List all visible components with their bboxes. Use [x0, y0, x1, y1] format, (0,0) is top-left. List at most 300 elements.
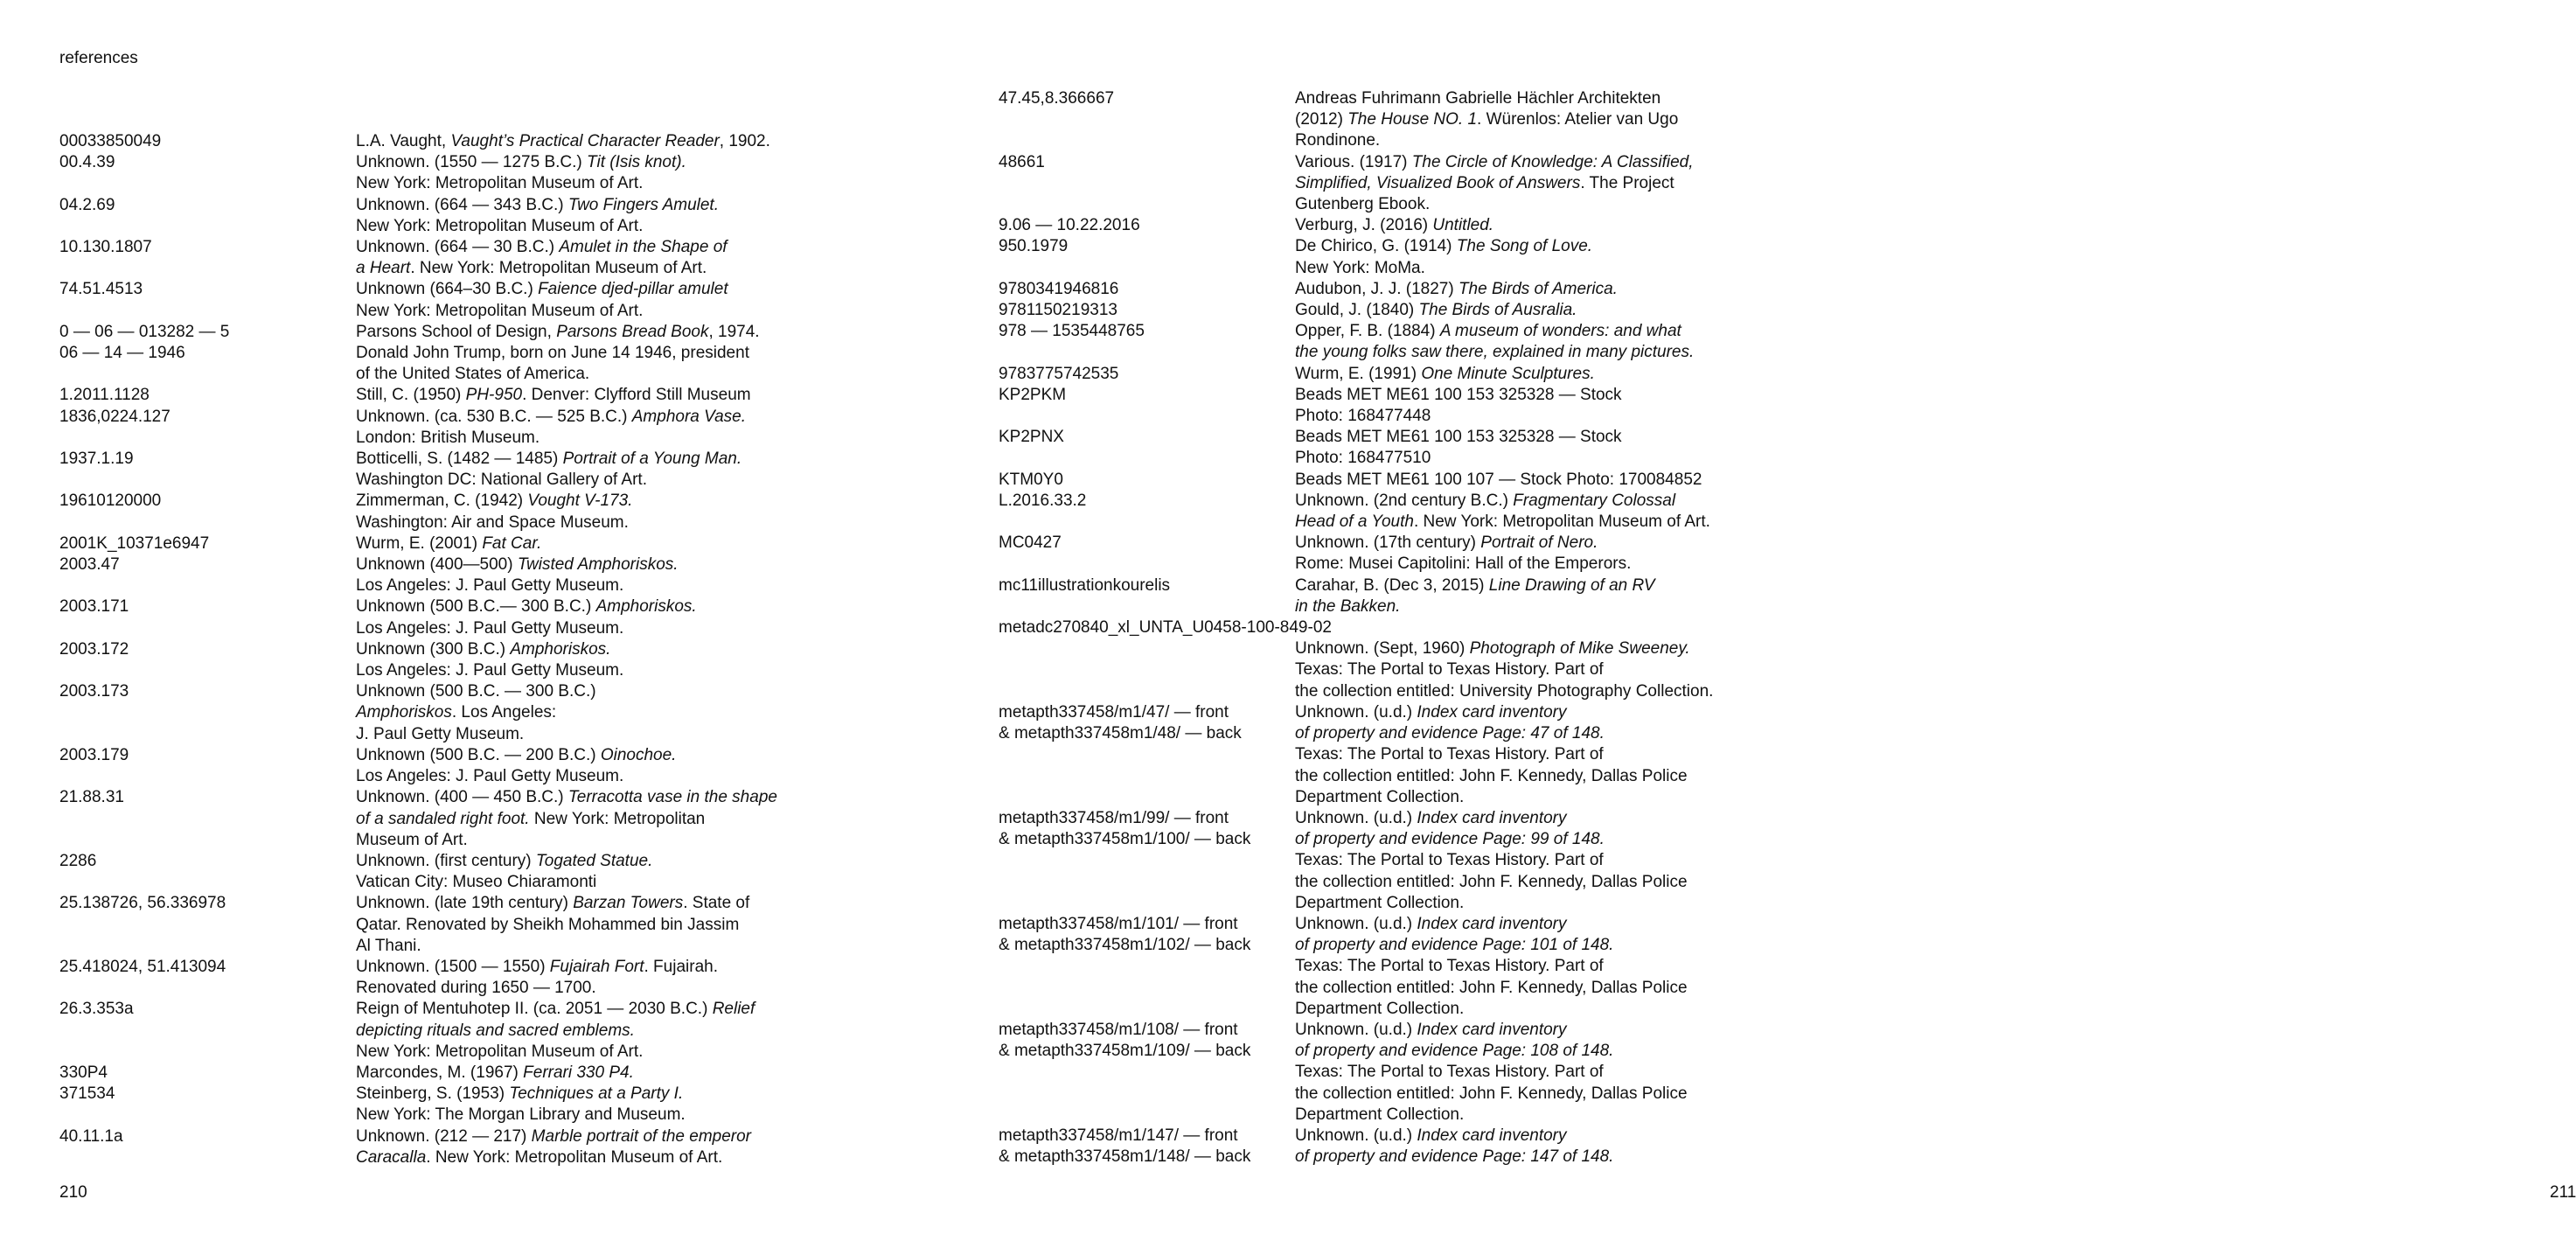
reference-key [999, 279, 1295, 300]
reference-key-line: 1836,0224.127 [59, 407, 171, 426]
reference-key-line: metapth337458/m1/108/ — front [999, 1020, 1238, 1039]
reference-entry [999, 236, 1742, 278]
citation-line: Wurm, E. (1991) One Minute Sculptures. [1295, 364, 1595, 383]
left-reference-list [59, 131, 864, 1168]
citation-line: Al Thani. [356, 936, 421, 955]
citation-title: Tit (Isis knot). [587, 153, 686, 172]
reference-entry [999, 88, 1742, 152]
citation-title: depicting rituals and sacred emblems. [356, 1021, 635, 1040]
citation-line: the collection entitled: John F. Kennedy, Dallas Police [1295, 872, 1688, 891]
citation-line: New York: Metropolitan Museum of Art. [356, 1042, 644, 1061]
citation-title: a Heart [356, 259, 411, 278]
citation-title: Amphoriskos. [595, 597, 697, 617]
citation-title: Fujairah Fort [549, 957, 644, 976]
reference-entry [999, 300, 1742, 321]
reference-key-line: 74.51.4513 [59, 280, 143, 299]
reference-citation [1295, 491, 1742, 533]
reference-citation [1295, 533, 1742, 575]
reference-citation [356, 681, 864, 745]
reference-entry [59, 407, 864, 449]
reference-key [59, 639, 356, 681]
reference-entry [999, 364, 1742, 385]
citation-line: Washington DC: National Gallery of Art. [356, 471, 647, 490]
right-reference-list [999, 88, 1742, 1168]
citation-line: Reign of Mentuhotep II. (ca. 2051 — 2030 B.C.) Relief [356, 1000, 755, 1019]
citation-line: Botticelli, S. (1482 — 1485) Portrait of a Young Man. [356, 450, 742, 469]
reference-key-line: 9.06 — 10.22.2016 [999, 216, 1140, 235]
reference-entry [59, 596, 864, 638]
reference-key-line: & metapth337458m1/102/ — back [999, 936, 1251, 955]
citation-title: Simplified, Visualized Book of Answers [1295, 173, 1581, 192]
reference-key [999, 215, 1295, 236]
citation-line: Rome: Musei Capitolini: Hall of the Emperors. [1295, 554, 1632, 574]
reference-key-line: 0 — 06 — 013282 — 5 [59, 322, 230, 341]
reference-entry [999, 808, 1742, 914]
reference-citation [356, 131, 864, 152]
citation-line: of a sandaled right foot. New York: Metropolitan [356, 809, 706, 828]
reference-citation [356, 1126, 864, 1168]
reference-key-line: 19610120000 [59, 492, 162, 511]
reference-citation [356, 957, 864, 999]
citation-title: Oinochoe. [600, 745, 677, 764]
citation-line: Unknown (664–30 B.C.) Faience djed-pillar amulet [356, 280, 728, 299]
citation-line: L.A. Vaught, Vaught’s Practical Character Reader, 1902. [356, 132, 770, 150]
citation-title: Amphoriskos. [510, 639, 611, 659]
citation-title: The Birds of America. [1458, 279, 1618, 298]
reference-key [59, 681, 356, 745]
citation-title: Line Drawing of an RV [1488, 575, 1655, 595]
reference-key [59, 343, 356, 385]
reference-citation [1295, 1126, 1742, 1168]
reference-key [999, 364, 1295, 385]
citation-line: Opper, F. B. (1884) A museum of wonders: and what [1295, 322, 1681, 341]
citation-title: Fat Car. [482, 533, 542, 553]
citation-line: Unknown. (2nd century B.C.) Fragmentary Colossal [1295, 491, 1676, 510]
reference-key [999, 491, 1295, 533]
citation-line: Renovated during 1650 — 1700. [356, 979, 596, 998]
reference-key [999, 1126, 1295, 1168]
reference-entry [59, 681, 864, 745]
reference-citation [356, 745, 864, 787]
citation-line: the collection entitled: John F. Kennedy, Dallas Police [1295, 766, 1688, 785]
citation-line: Unknown. (1550 — 1275 B.C.) Tit (Isis knot). [356, 153, 686, 172]
citation-title: Caracalla [356, 1147, 427, 1167]
reference-key [59, 893, 356, 957]
citation-title: of a sandaled right foot. [356, 809, 530, 828]
reference-key-line: 2003.179 [59, 745, 129, 764]
reference-key-line: MC0427 [999, 533, 1062, 553]
citation-line: Texas: The Portal to Texas History. Part of [1295, 1063, 1604, 1082]
reference-key-line: 371534 [59, 1084, 115, 1104]
citation-title: Marble portrait of the emperor [531, 1126, 752, 1146]
citation-line: Vatican City: Museo Chiaramonti [356, 873, 597, 892]
reference-key [999, 152, 1295, 216]
reference-entry [59, 131, 864, 152]
citation-line: Various. (1917) The Circle of Knowledge: A Classified, [1295, 152, 1694, 171]
citation-line: Unknown. (400 — 450 B.C.) Terracotta vase in the shape [356, 788, 777, 807]
citation-line [1295, 935, 1742, 956]
citation-title: Index card inventory [1417, 1020, 1567, 1039]
reference-citation [356, 1084, 864, 1126]
reference-key-line: 1937.1.19 [59, 450, 134, 469]
reference-key [59, 745, 356, 787]
reference-entry [59, 322, 864, 343]
citation-title: One Minute Sculptures. [1421, 364, 1595, 383]
reference-key [999, 385, 1295, 427]
reference-key [59, 407, 356, 449]
reference-key-line: 2003.172 [59, 639, 129, 659]
reference-key [999, 236, 1295, 278]
citation-line: London: British Museum. [356, 428, 540, 447]
citation-title: Terracotta vase in the shape [567, 788, 777, 807]
citation-title: Fragmentary Colossal [1513, 491, 1676, 510]
reference-key [59, 449, 356, 491]
reference-key-line: 06 — 14 — 1946 [59, 344, 185, 363]
citation-line: Beads MET ME61 100 153 325328 — Stock [1295, 385, 1622, 404]
reference-key-line: 40.11.1a [59, 1126, 123, 1146]
reference-citation [1295, 279, 1742, 300]
reference-key [59, 851, 356, 893]
reference-citation [356, 237, 864, 279]
reference-citation [356, 639, 864, 681]
citation-title: of property and evidence Page: 47 of 148. [1295, 724, 1605, 743]
citation-line: Beads MET ME61 100 107 — Stock Photo: 170084852 [1295, 470, 1702, 489]
citation-line: Unknown. (first century) Togated Statue. [356, 851, 653, 870]
reference-entry [59, 491, 864, 533]
reference-key-line: 2003.173 [59, 682, 129, 701]
citation-line [1295, 1147, 1742, 1168]
reference-citation [1295, 1020, 1742, 1126]
reference-key-line: KTM0Y0 [999, 470, 1063, 489]
citation-line: Unknown. (ca. 530 B.C. — 525 B.C.) Amphora Vase. [356, 407, 747, 426]
reference-key [999, 88, 1295, 152]
reference-key-line: 21.88.31 [59, 788, 124, 807]
citation-line: Verburg, J. (2016) Untitled. [1295, 216, 1494, 235]
reference-key-line: & metapth337458m1/100/ — back [999, 830, 1251, 849]
citation-title: Parsons Bread Book [556, 322, 709, 341]
reference-key-line: 950.1979 [999, 237, 1069, 256]
reference-entry [59, 449, 864, 491]
reference-citation [1295, 575, 1742, 617]
citation-line: Andreas Fuhrimann Gabrielle Hächler Architekten [1295, 89, 1661, 108]
citation-title: Twisted Amphoriskos. [517, 555, 679, 575]
citation-title: Untitled. [1432, 216, 1494, 235]
reference-citation [356, 533, 864, 554]
reference-citation [356, 152, 864, 194]
reference-key-line: KP2PKM [999, 385, 1067, 404]
reference-entry [999, 427, 1742, 469]
reference-key [59, 195, 356, 237]
reference-key [59, 279, 356, 321]
reference-citation [356, 787, 864, 851]
reference-key-line: 2003.47 [59, 555, 120, 575]
page-number-right: 211 [2550, 1183, 2576, 1202]
citation-line: Unknown (300 B.C.) Amphoriskos. [356, 639, 611, 659]
reference-citation [356, 322, 864, 343]
citation-line: Photo: 168477510 [1295, 449, 1431, 468]
reference-entry [59, 385, 864, 406]
reference-key [999, 321, 1295, 363]
reference-key [59, 1126, 356, 1168]
citation-title: Vaught’s Practical Character Reader [450, 132, 720, 150]
citation-line: Los Angeles: J. Paul Getty Museum. [356, 661, 624, 680]
citation-line: New York: Metropolitan Museum of Art. [356, 174, 644, 193]
reference-entry [999, 702, 1742, 808]
reference-entry [999, 321, 1742, 363]
citation-line: Gould, J. (1840) The Birds of Ausralia. [1295, 301, 1577, 320]
citation-line: Unknown (500 B.C.— 300 B.C.) Amphoriskos. [356, 597, 697, 617]
reference-entry [999, 575, 1742, 617]
reference-key [59, 152, 356, 194]
citation-line: Department Collection. [1295, 893, 1465, 912]
reference-citation [356, 279, 864, 321]
citation-title: Amulet in the Shape of [559, 238, 728, 257]
citation-title: Relief [712, 1000, 755, 1019]
citation-title: in the Bakken. [1295, 596, 1401, 616]
reference-entry [999, 491, 1742, 533]
reference-citation [356, 385, 864, 406]
citation-title: Barzan Towers [573, 894, 684, 913]
citation-line: Unknown. (17th century) Portrait of Nero. [1295, 533, 1598, 553]
citation-line: Donald John Trump, born on June 14 1946, president [356, 344, 749, 363]
reference-key [59, 322, 356, 343]
reference-key-line: L.2016.33.2 [999, 491, 1087, 510]
citation-line: Unknown. (u.d.) Index card inventory [1295, 808, 1567, 827]
citation-line [1295, 723, 1742, 744]
reference-citation [356, 851, 864, 893]
citation-line: Unknown (500 B.C. — 300 B.C.) [356, 682, 596, 701]
citation-line: Caracalla. New York: Metropolitan Museum of Art. [356, 1147, 723, 1167]
citation-line: Department Collection. [1295, 999, 1465, 1018]
reference-key [59, 596, 356, 638]
reference-citation [1295, 808, 1742, 914]
citation-line: New York: Metropolitan Museum of Art. [356, 301, 644, 320]
citation-title: PH-950 [465, 386, 523, 405]
citation-line: Zimmerman, C. (1942) Vought V-173. [356, 492, 633, 511]
reference-key-line: 2286 [59, 851, 97, 870]
reference-citation [356, 343, 864, 385]
reference-entry [59, 554, 864, 596]
citation-line: (2012) The House NO. 1. Würenlos: Atelier van Ugo [1295, 110, 1679, 129]
reference-entry [59, 957, 864, 999]
reference-entry [999, 533, 1742, 575]
citation-line: Rondinone. [1295, 131, 1381, 150]
citation-line [1295, 829, 1742, 850]
citation-line: Department Collection. [1295, 1105, 1465, 1124]
citation-title: Portrait of Nero. [1480, 533, 1598, 553]
reference-entry [999, 152, 1742, 216]
reference-key [59, 491, 356, 533]
citation-line: of the United States of America. [356, 365, 590, 384]
citation-line: Museum of Art. [356, 830, 468, 849]
reference-key [999, 533, 1295, 575]
reference-citation [1295, 321, 1742, 363]
citation-line: Still, C. (1950) PH-950. Denver: Clyfford Still Museum [356, 386, 751, 405]
reference-key-line: & metapth337458m1/109/ — back [999, 1042, 1251, 1061]
reference-key [999, 575, 1295, 617]
reference-key-line: 2001K_10371e6947 [59, 533, 210, 553]
citation-line: New York: Metropolitan Museum of Art. [356, 216, 644, 235]
reference-key-line: 9780341946816 [999, 279, 1119, 298]
reference-key [999, 427, 1295, 469]
citation-line: Unknown. (u.d.) Index card inventory [1295, 702, 1567, 722]
citation-line: De Chirico, G. (1914) The Song of Love. [1295, 237, 1593, 256]
reference-citation [356, 596, 864, 638]
reference-key-line: 00.4.39 [59, 153, 115, 172]
citation-line: Unknown. (u.d.) Index card inventory [1295, 1020, 1567, 1039]
citation-line: New York: The Morgan Library and Museum. [356, 1105, 686, 1125]
reference-entry [999, 1126, 1742, 1168]
reference-key [59, 554, 356, 596]
citation-line: Texas: The Portal to Texas History. Part of [1295, 660, 1604, 680]
citation-title: Index card inventory [1417, 1126, 1567, 1145]
reference-key [59, 957, 356, 999]
citation-line: Parsons School of Design, Parsons Bread Book, 1974. [356, 322, 760, 341]
reference-key-line: 26.3.353a [59, 1000, 134, 1019]
reference-entry [999, 215, 1742, 236]
citation-line: the collection entitled: John F. Kennedy, Dallas Police [1295, 1084, 1688, 1103]
citation-line: Amphoriskos. Los Angeles: [356, 703, 557, 722]
reference-entry [999, 914, 1742, 1020]
section-title: references [59, 49, 138, 67]
citation-line [1295, 596, 1742, 617]
reference-key-line: metapth337458/m1/147/ — front [999, 1126, 1238, 1145]
citation-line: Texas: The Portal to Texas History. Part of [1295, 745, 1604, 764]
citation-line: Washington: Air and Space Museum. [356, 512, 629, 532]
citation-line: Unknown. (Sept, 1960) Photograph of Mike Sweeney. [1295, 639, 1690, 659]
citation-title: the young folks saw there, explained in many pictures. [1295, 343, 1695, 362]
citation-line: Wurm, E. (2001) Fat Car. [356, 533, 542, 553]
reference-entry [59, 893, 864, 957]
reference-entry [59, 1084, 864, 1126]
reference-key-line: metapth337458/m1/101/ — front [999, 914, 1238, 933]
reference-entry [999, 279, 1742, 300]
citation-line: Unknown. (212 — 217) Marble portrait of the emperor [356, 1126, 752, 1146]
reference-key [999, 808, 1295, 914]
citation-line: a Heart. New York: Metropolitan Museum of Art. [356, 259, 707, 278]
reference-entry [59, 279, 864, 321]
right-page [874, 0, 2576, 1241]
citation-line: Texas: The Portal to Texas History. Part of [1295, 851, 1604, 870]
reference-citation [1295, 638, 1742, 702]
reference-citation [356, 491, 864, 533]
citation-title: Head of a Youth [1295, 512, 1414, 532]
reference-citation [1295, 914, 1742, 1020]
reference-entry [59, 533, 864, 554]
reference-entry [59, 237, 864, 279]
reference-citation [356, 195, 864, 237]
citation-line: Unknown. (664 — 343 B.C.) Two Fingers Amulet. [356, 195, 719, 214]
citation-line [356, 1021, 864, 1042]
citation-title: of property and evidence Page: 101 of 148. [1295, 936, 1614, 955]
reference-key-line: 48661 [999, 152, 1045, 171]
reference-key [59, 999, 356, 1063]
reference-entry [59, 745, 864, 787]
page-number-left: 210 [59, 1183, 87, 1202]
reference-citation [1295, 702, 1742, 808]
reference-key-line: 2003.171 [59, 597, 129, 617]
citation-line: Gutenberg Ebook. [1295, 195, 1431, 214]
citation-line: Head of a Youth. New York: Metropolitan Museum of Art. [1295, 512, 1710, 532]
reference-entry [59, 152, 864, 194]
citation-line [1295, 342, 1742, 363]
citation-line: Unknown. (u.d.) Index card inventory [1295, 914, 1567, 933]
reference-entry [59, 343, 864, 385]
citation-title: Two Fingers Amulet. [567, 195, 719, 214]
reference-entry [999, 1020, 1742, 1126]
reference-key-line: & metapth337458m1/48/ — back [999, 724, 1242, 743]
reference-citation [1295, 427, 1742, 469]
citation-title: of property and evidence Page: 147 of 148. [1295, 1147, 1614, 1167]
citation-line: Department Collection. [1295, 787, 1465, 806]
reference-key [59, 1084, 356, 1126]
reference-key-line: mc11illustrationkourelis [999, 575, 1171, 595]
citation-line: Unknown. (late 19th century) Barzan Towers. State of [356, 894, 750, 913]
citation-line: New York: MoMa. [1295, 258, 1425, 277]
citation-title: Index card inventory [1417, 914, 1567, 933]
reference-key-line: 1.2011.1128 [59, 386, 150, 405]
citation-line: the collection entitled: John F. Kennedy, Dallas Police [1295, 978, 1688, 997]
reference-citation [356, 407, 864, 449]
reference-entry [999, 470, 1742, 491]
reference-key [999, 914, 1295, 1020]
reference-citation [1295, 236, 1742, 278]
citation-title: The Birds of Ausralia. [1418, 301, 1577, 320]
citation-line: Audubon, J. J. (1827) The Birds of America. [1295, 279, 1618, 298]
reference-key [59, 1063, 356, 1084]
reference-citation [356, 893, 864, 957]
reference-key-line: 25.418024, 51.413094 [59, 957, 226, 976]
reference-key-line: 10.130.1807 [59, 238, 152, 257]
citation-line [1295, 1041, 1742, 1062]
citation-line: Simplified, Visualized Book of Answers. The Project [1295, 173, 1674, 192]
reference-entry [59, 787, 864, 851]
citation-title: Portrait of a Young Man. [562, 450, 742, 469]
reference-key [999, 470, 1295, 491]
citation-line: Qatar. Renovated by Sheikh Mohammed bin Jassim [356, 915, 740, 934]
reference-key [999, 1020, 1295, 1126]
citation-title: of property and evidence Page: 99 of 148. [1295, 830, 1605, 849]
citation-title: A museum of wonders: and what [1439, 322, 1681, 341]
reference-entry [999, 638, 1742, 702]
citation-title: The Song of Love. [1456, 237, 1593, 256]
reference-key-line: 330P4 [59, 1063, 108, 1082]
reference-entry [59, 639, 864, 681]
reference-key-line: metapth337458/m1/99/ — front [999, 808, 1229, 827]
reference-key [59, 533, 356, 554]
reference-key-line: 25.138726, 56.336978 [59, 894, 226, 913]
reference-key-line: 978 — 1535448765 [999, 322, 1145, 341]
reference-key-line: 00033850049 [59, 132, 162, 150]
citation-title: Amphora Vase. [631, 407, 747, 426]
citation-title: Ferrari 330 P4. [523, 1063, 634, 1082]
reference-key-line: 47.45,8.366667 [999, 89, 1115, 108]
citation-line: Texas: The Portal to Texas History. Part of [1295, 957, 1604, 976]
reference-key-line: metadc270840_xl_UNTA_U0458-100-849-02 [999, 618, 1332, 638]
citation-line: Unknown. (1500 — 1550) Fujairah Fort. Fujairah. [356, 957, 718, 976]
citation-title: Faience djed-pillar amulet [538, 280, 728, 299]
reference-citation [1295, 152, 1742, 216]
reference-key [59, 237, 356, 279]
reference-key-line: KP2PNX [999, 428, 1064, 447]
citation-line: Unknown. (u.d.) Index card inventory [1295, 1126, 1567, 1145]
citation-line: Unknown (500 B.C. — 200 B.C.) Oinochoe. [356, 745, 677, 764]
reference-citation [1295, 88, 1742, 152]
citation-line: Marcondes, M. (1967) Ferrari 330 P4. [356, 1063, 634, 1082]
reference-entry [59, 1063, 864, 1084]
citation-line: Photo: 168477448 [1295, 407, 1431, 426]
citation-line: Steinberg, S. (1953) Techniques at a Party I. [356, 1084, 684, 1104]
